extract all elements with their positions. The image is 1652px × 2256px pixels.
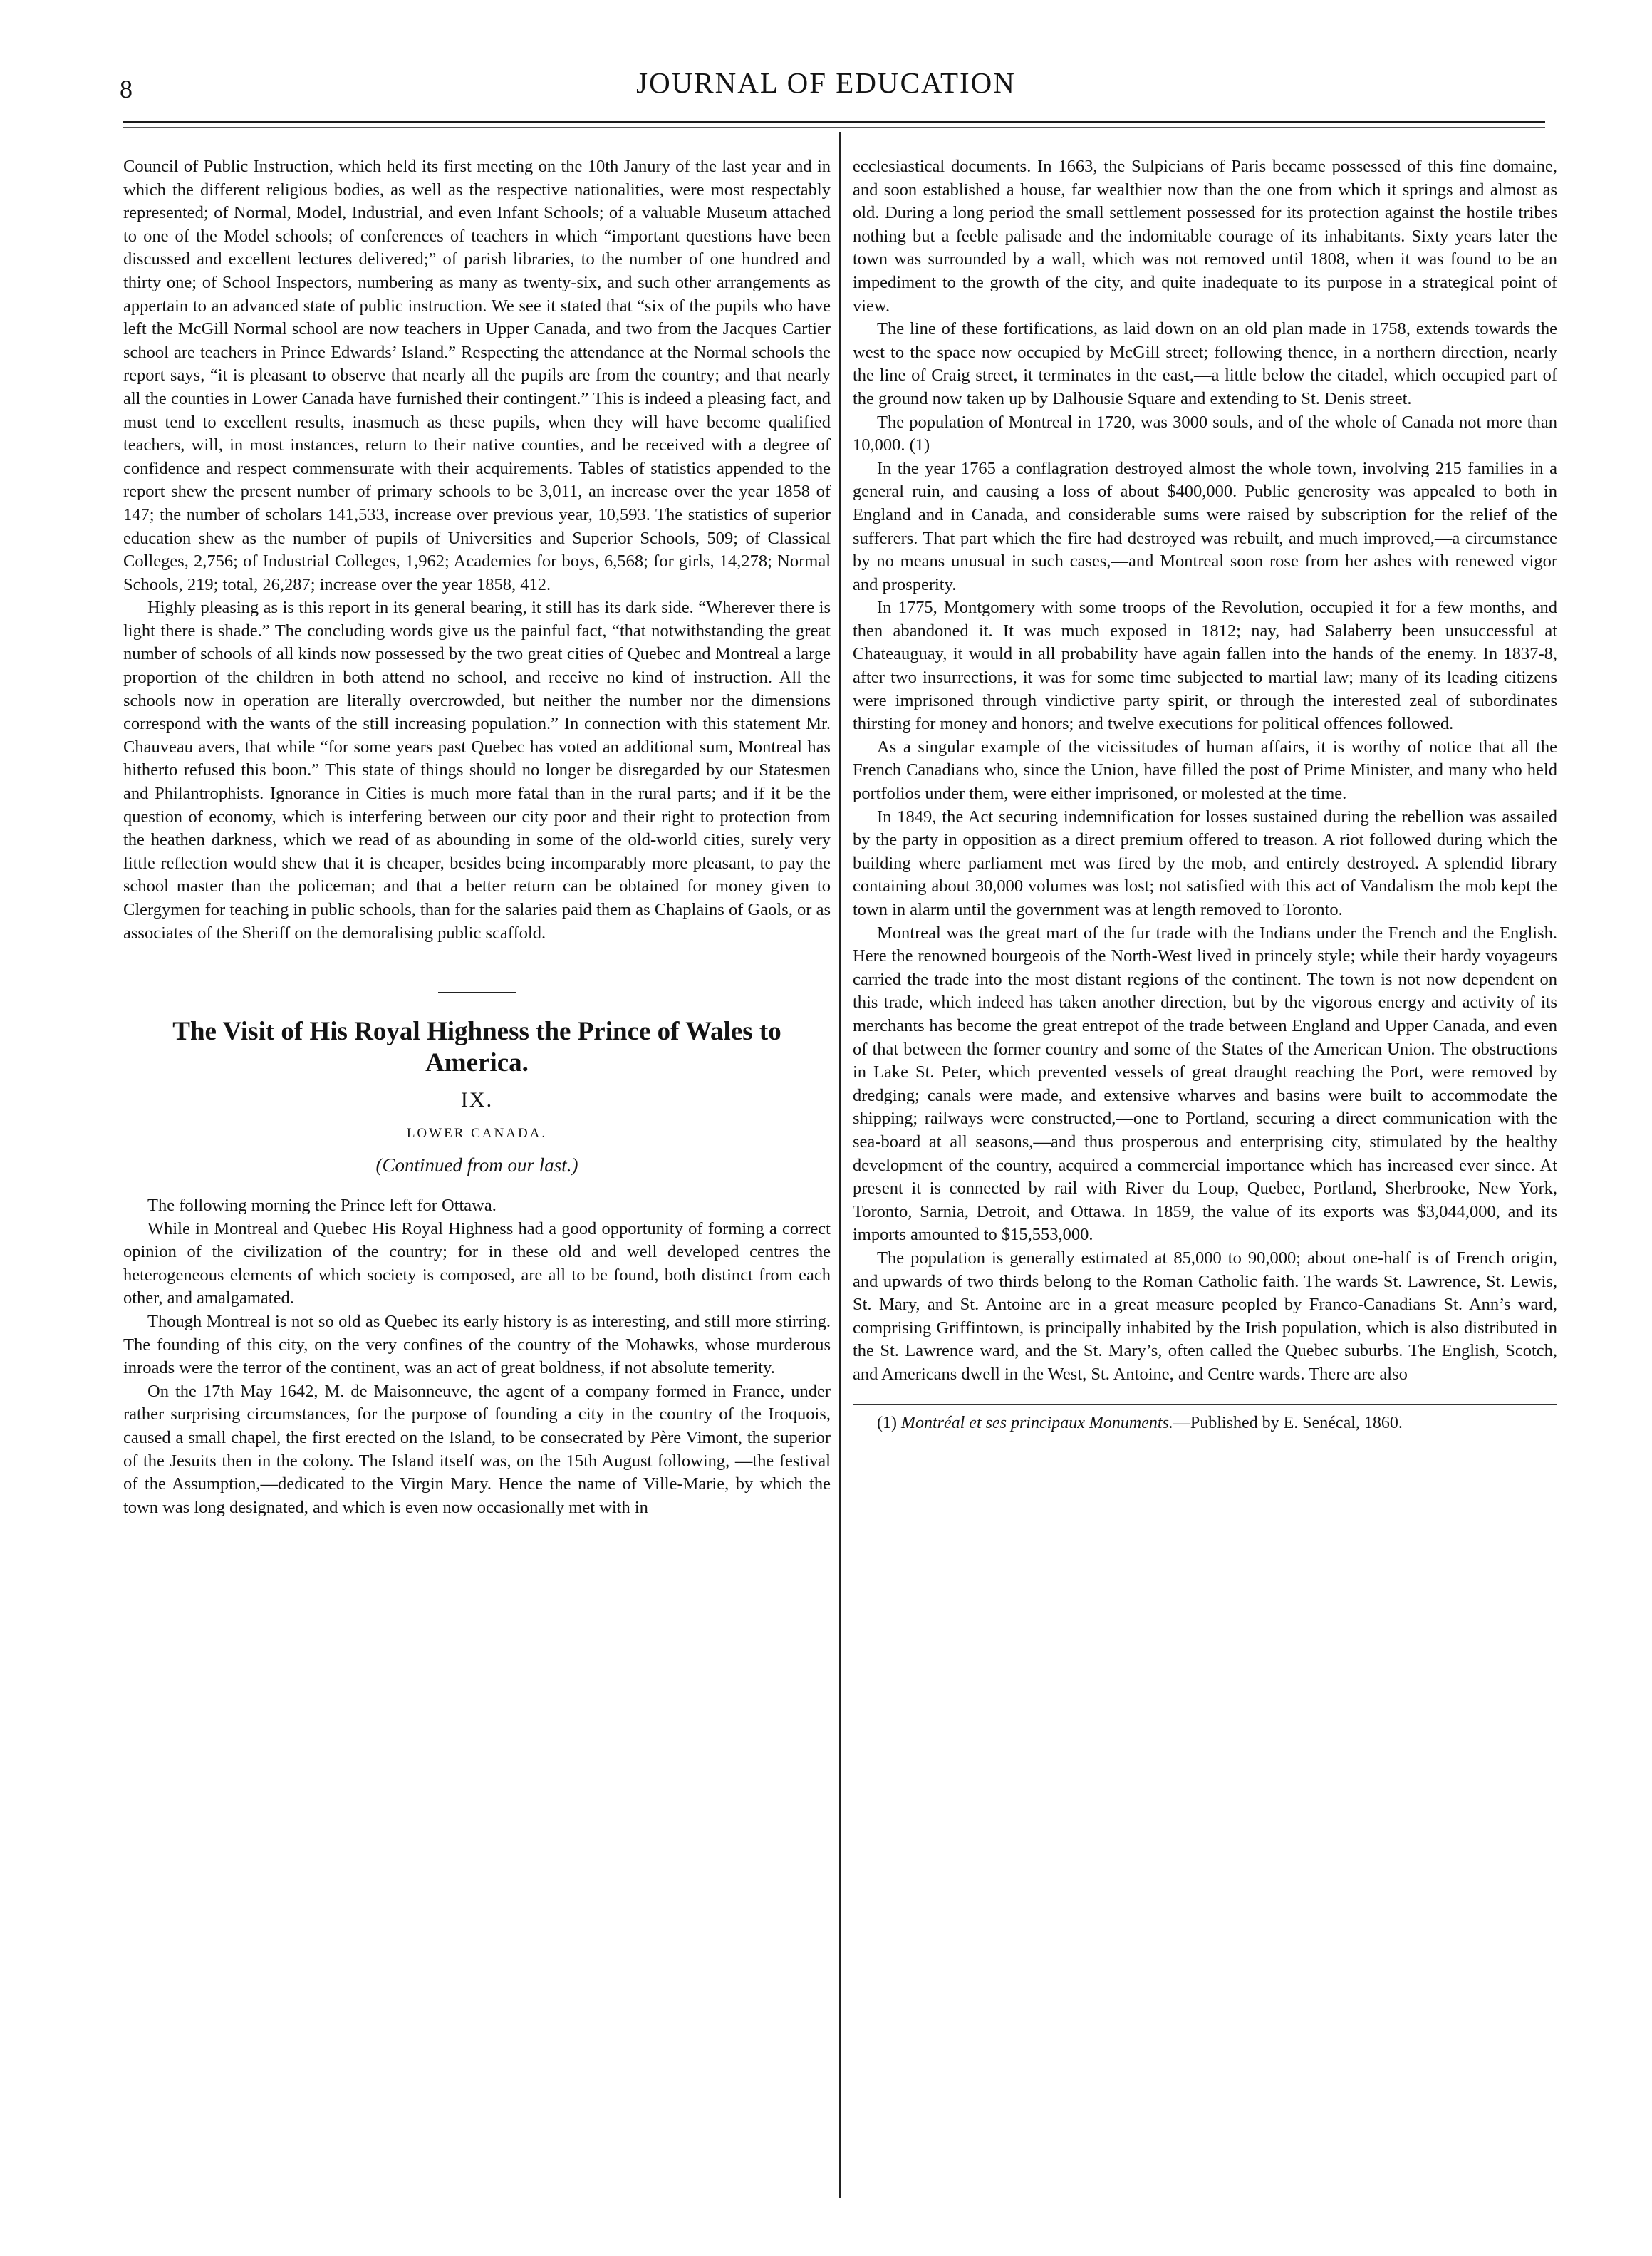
column-divider <box>839 132 841 2198</box>
paragraph: Council of Public Instruction, which held its first meeting on the 10th Janury of the last year and in which the different religious bodies, as well as the respective nationalities, were most respectably represented; of Normal, Model, Industrial, and even Infant Schools; of a valuable Museum attached to one of the Model schools; of conferences of teachers in which “important questions have been discussed and excellent lectures delivered;” of parish libraries, to the number of one hundred and thirty one; of School Inspectors, numbering as many as twenty-six, and such other arrangements as appertain to an advanced state of public instruction. We see it stated that “six of the pupils who have left the McGill Normal school are now teachers in Upper Canada, and two from the Jacques Cartier school are teachers in Prince Edwards’ Island.” Respecting the attendance at the Normal schools the report says, “it is pleasant to observe that nearly all the pupils are from the country; and that nearly all the counties in Lower Canada have furnished their contingent.” This is indeed a pleasing fact, and must tend to excellent results, inasmuch as these pupils, when they will have become qualified teachers, will, in most instances, return to their native counties, and be received with a degree of confidence and respect commensurate with their acquirements. Tables of statistics appended to the report shew the present number of primary schools to be 3,011, an increase over the year 1858 of 147; the number of scholars 141,533, increase over previous year, 10,593. The statistics of superior education shew as the number of pupils of Universities and Superior Schools, 509; of Classical Colleges, 2,756; of Industrial Colleges, 1,962; Academies for boys, 6,568; for girls, 14,278; Normal Schools, 219; total, 26,287; increase over the year 1858, 412. <box>123 157 831 594</box>
running-title: JOURNAL OF EDUCATION <box>636 66 1016 99</box>
article-number: IX. <box>460 1088 494 1112</box>
paragraph: In 1849, the Act securing indemnification for losses sustained during the rebellion was assailed by the party in opposition as a direct premium offered to treason. A riot followed during which the building where parliament met was fired by the mob, and entirely destroyed. A splendid library containing about 30,000 volumes was lost; not satisfied with this act of Vandalism the mob kept the town in alarm until the government was at length removed to Toronto. <box>853 807 1557 919</box>
footnote-title: Montréal et ses principaux Monuments. <box>900 1414 1173 1433</box>
paragraph: The population of Montreal in 1720, was 3000 souls, and of the whole of Canada not more than 10,000. (1) <box>853 412 1557 455</box>
paragraph: The following morning the Prince left for Ottawa. <box>147 1195 497 1215</box>
right-column <box>853 155 1557 1434</box>
paragraph: Highly pleasing as is this report in its general bearing, it still has its dark side. “Wherever there is light there is shade.” The concluding words give us the painful fact, “that notwithstanding the great number of schools of all kinds now possessed by the two great cities of Quebec and Montreal a large proportion of the children in both attend no school, and receive no kind of instruction. All the schools now in operation are literally overcrowded, but neither the number nor the dimensions correspond with the wants of the still increasing population.” In connection with this statement Mr. Chauveau avers, that while “for some years past Quebec has voted an additional sum, Montreal has hitherto refused this boon.” This state of things should no longer be disregarded by our Statesmen and Philantrophists. Ignorance in Cities is much more fatal than in the rural parts; and if it be the question of economy, which is interfering between our city poor and their right to protection from the heathen darkness, which we read of as abounding in some of the old-world cities, surely very little reflection would shew that it is cheaper, besides being incomparably more pleasant, to pay the school master than the policeman; and that a better return can be obtained for money given to Clergymen for teaching in public schools, than for the salaries paid them as Chaplains of Gaols, or as associates of the Sheriff on the demoralising public scaffold. <box>123 598 831 943</box>
footnote <box>853 1412 1557 1434</box>
footnote-divider <box>853 1404 1557 1405</box>
paragraph: Montreal was the great mart of the fur trade with the Indians under the French and the English. Here the renowned bourgeois of the North-West lived in princely style; while their hardy voyageurs carried the trade into the most distant regions of the continent. The town is not now dependent on this trade, which indeed has taken another direction, but by the vigorous energy and activity of its merchants has become the great entrepot of the trade between England and Upper Canada, and even of that between the former country and some of the States of the American Union. The obstructions in Lake St. Peter, which prevented vessels of great draught reaching the Port, were removed by dredging; canals were made, and extensive wharves and basins were built to accommodate the shipping; railways were constructed,—one to Portland, securing a direct communication with the sea-board at all seasons,—and thus prosperous and enterprising city, stimulated by the healthy development of the country, acquired a commercial importance which has increased ever since. At present it is connected by rail with River du Loup, Quebec, Portland, Sherbrooke, New York, Toronto, Sarnia, Detroit, and Ottawa. In 1859, the value of its exports was $3,044,000, and its imports amounted to $15,553,000. <box>853 923 1557 1245</box>
footnote-marker: (1) <box>877 1414 897 1433</box>
paragraph: The line of these fortifications, as laid down on an old plan made in 1758, extends towards the west to the space now occupied by McGill street; following thence, in a northern direction, nearly the line of Craig street, it terminates in the east,—a little below the citadel, which occupied part of the ground now taken up by Dalhousie Square and extending to St. Denis street. <box>853 319 1557 408</box>
paragraph: While in Montreal and Quebec His Royal Highness had a good opportunity of forming a correct opinion of the civilization of the country; for in these old and well developed centres the heterogeneous elements of which society is composed, are all to be found, both distinct from each other, and amalgamated. <box>123 1218 831 1308</box>
header-rule-thin <box>123 127 1545 128</box>
left-column <box>123 155 831 1519</box>
paragraph: The population is generally estimated at 85,000 to 90,000; about one-half is of French origin, and upwards of two thirds belong to the Roman Catholic faith. The wards St. Lawrence, St. Lewis, St. Mary, and St. Antoine are in a great measure peopled by Franco-Canadians St. Ann’s ward, comprising Griffintown, is principally inhabited by the Irish population, which is also distributed in the St. Lawrence ward, and the St. Mary’s, often called the Quebec suburbs. The English, Scotch, and Americans dwell in the West, St. Antoine, and Centre wards. There are also <box>853 1248 1557 1384</box>
section-divider <box>438 992 516 993</box>
article-continued-note: (Continued from our last.) <box>375 1154 578 1176</box>
paragraph: In 1775, Montgomery with some troops of the Revolution, occupied it for a few months, and then abandoned it. It was much exposed in 1812; nay, had Salaberry been unsuccessful at Chateauguay, it would in all probability have again fallen into the hands of the enemy. In 1837-8, after two insurrections, it was for some time subjected to martial law; many of its leading citizens were imprisoned through vindictive party spirit, or through the interested zeal of subordinates thirsting for money and honors; and twelve executions for political offences followed. <box>853 598 1557 734</box>
article-subhead: LOWER CANADA. <box>406 1125 548 1141</box>
paragraph: In the year 1765 a conflagration destroyed almost the whole town, involving 215 families in a general ruin, and causing a loss of about $400,000. Public generosity was appealed to both in England and in Canada, and considerable sums were raised by subscription for the relief of the sufferers. That part which the fire had destroyed was rebuilt, and much improved,—a circumstance by no means unusual in such cases,—and Montreal soon rose from her ashes with renewed vigor and prosperity. <box>853 458 1557 594</box>
page-number: 8 <box>120 75 133 103</box>
paragraph: ecclesiastical documents. In 1663, the Sulpicians of Paris became possessed of this fine domaine, and soon established a house, far wealthier now than the one from which it springs and almost as old. During a long period the small settlement possessed for its protection against the hostile tribes nothing but a feeble palisade and the indomitable courage of its inhabitants. Sixty years later the town was surrounded by a wall, which was not removed until 1808, when it was found to be an impediment to the growth of the city, and quite inadequate to its purpose in a strategical point of view. <box>853 157 1557 316</box>
paragraph: On the 17th May 1642, M. de Maisonneuve, the agent of a company formed in France, under rather surprising circumstances, for the purpose of founding a city in the country of the Iroquois, caused a small chapel, the first erected on the Island, to be consecrated by Père Vimont, the superior of the Jesuits then in the colony. The Island itself was, on the 15th August following, —the festival of the Assumption,—dedicated to the Virgin Mary. Hence the name of Ville-Marie, by which the town was long designated, and which is even now occasionally met with in <box>123 1381 831 1517</box>
article-title: The Visit of His Royal Highness the Prince of Wales to America. <box>172 1017 781 1078</box>
paragraph: As a singular example of the vicissitudes of human affairs, it is worthy of notice that all the French Canadians who, since the Union, have filled the post of Prime Minister, and many who held portfolios under them, were either imprisoned, or molested at the time. <box>853 737 1557 804</box>
paragraph: Though Montreal is not so old as Quebec its early history is as interesting, and still more stirring. The founding of this city, on the very confines of the country of the Mohawks, whose murderous inroads were the terror of the continent, was an act of great boldness, if not absolute temerity. <box>123 1311 831 1378</box>
header-rule <box>123 121 1545 123</box>
footnote-rest: —Published by E. Senécal, 1860. <box>1173 1414 1403 1433</box>
